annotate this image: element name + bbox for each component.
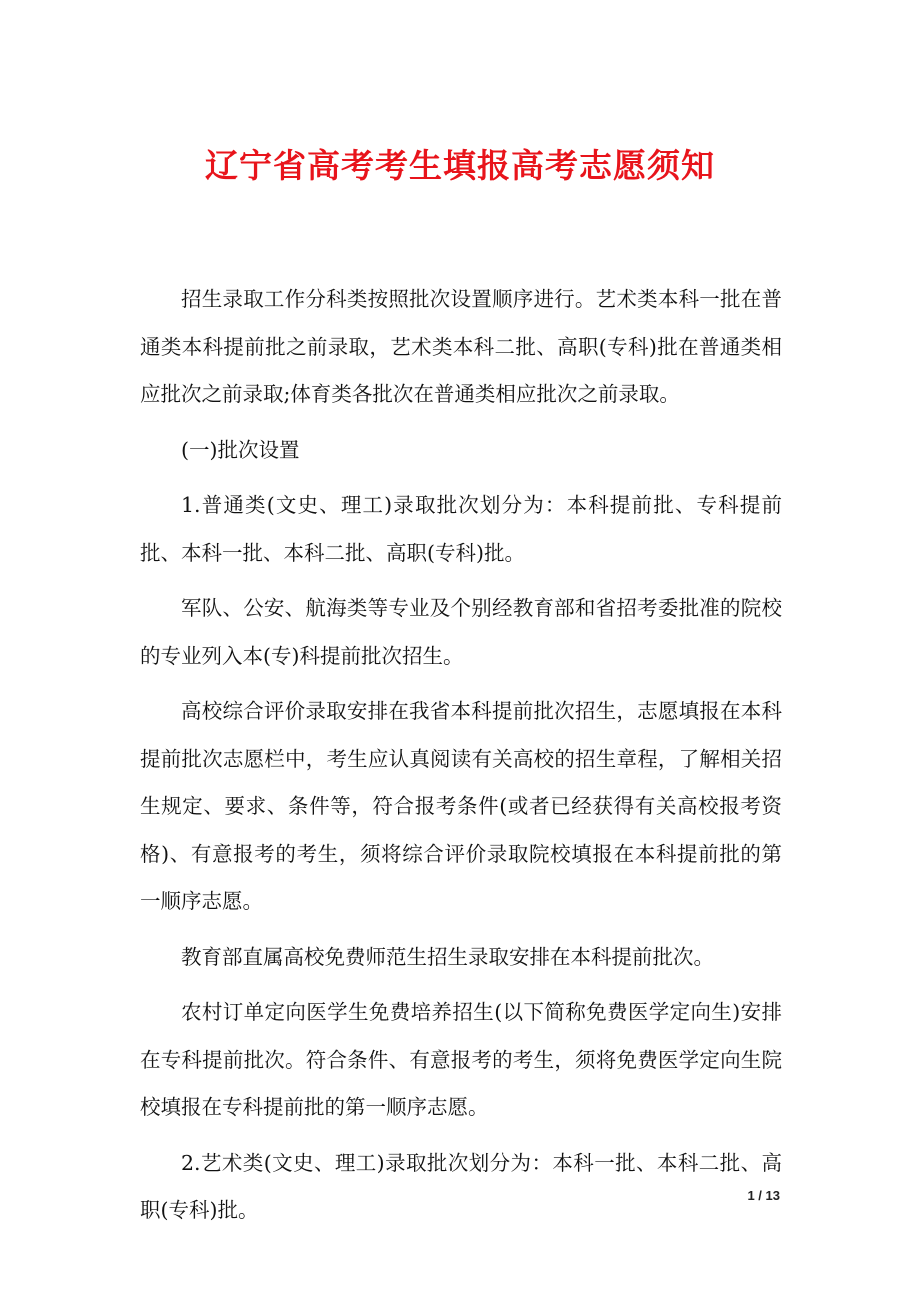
paragraph: 1.普通类(文史、理工)录取批次划分为：本科提前批、专科提前批、本科一批、本科二批、高职(专科)批。 — [140, 493, 782, 565]
document-body — [140, 276, 782, 1243]
section-heading: (一)批次设置 — [181, 437, 300, 462]
document-title: 辽宁省高考考生填报高考志愿须知 — [205, 146, 715, 185]
paragraph: 农村订单定向医学生免费培养招生(以下简称免费医学定向生)安排在专科提前批次。符合条件、有意报考的考生，须将免费医学定向生院校填报在专科提前批的第一顺序志愿。 — [140, 1000, 782, 1119]
paragraph: 军队、公安、航海类等专业及个别经教育部和省招考委批准的院校的专业列入本(专)科提前批次招生。 — [140, 596, 782, 668]
paragraph: 2.艺术类(文史、理工)录取批次划分为：本科一批、本科二批、高职(专科)批。 — [140, 1150, 782, 1222]
paragraph: 招生录取工作分科类按照批次设置顺序进行。艺术类本科一批在普通类本科提前批之前录取，艺术类本科二批、高职(专科)批在普通类相应批次之前录取;体育类各批次在普通类相应批次之前录取。 — [140, 287, 782, 406]
paragraph: 教育部直属高校免费师范生招生录取安排在本科提前批次。 — [181, 944, 714, 969]
paragraph: 高校综合评价录取安排在我省本科提前批次招生，志愿填报在本科提前批次志愿栏中，考生应认真阅读有关高校的招生章程，了解相关招生规定、要求、条件等，符合报考条件(或者已经获得有关高校报考资格)、有意报考的考生，须将综合评价录取院校填报在本科提前批的第一顺序志愿。 — [140, 699, 782, 913]
page-number: 1 / 13 — [747, 1188, 780, 1203]
